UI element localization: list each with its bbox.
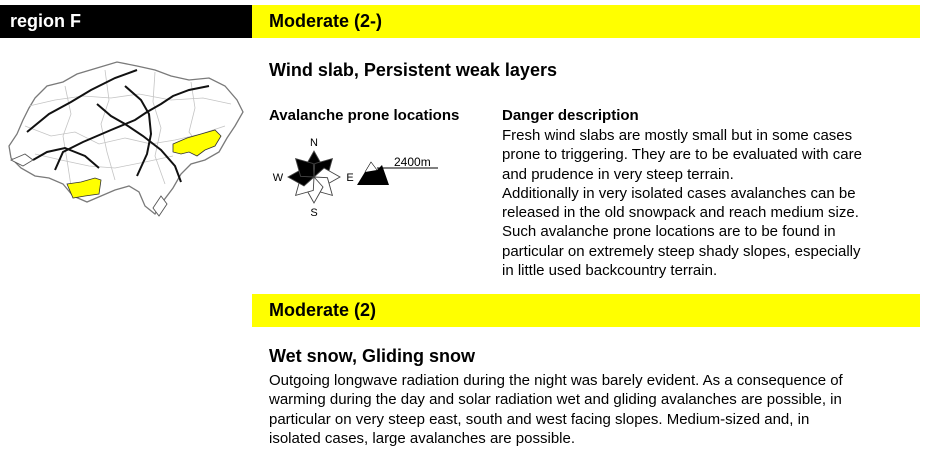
region-label: region F	[0, 5, 252, 38]
switzerland-region-map	[5, 56, 250, 221]
problem-title-1: Wind slab, Persistent weak layers	[269, 60, 557, 80]
compass-label-n: N	[310, 137, 318, 149]
description-line: in little used backcountry terrain.	[502, 262, 718, 280]
text-line: particular on very steep east, south and west facing slopes. Medium-sized and, in	[269, 410, 810, 428]
description-line: and prudence in very steep terrain.	[502, 165, 734, 183]
danger-description-heading: Danger description	[502, 107, 639, 124]
danger-level-bar-2: Moderate (2)	[252, 294, 920, 327]
text-line: warming during the day and solar radiation wet and gliding avalanches are possible, in	[269, 391, 842, 409]
problem-title-2: Wet snow, Gliding snow	[269, 346, 475, 366]
elevation-label: 2400m	[394, 156, 431, 169]
compass-label-s: S	[310, 207, 318, 219]
danger-level-bar-1: Moderate (2-)	[252, 5, 920, 38]
danger-description-text	[502, 126, 920, 280]
elevation-mountain-icon	[356, 156, 440, 188]
description-line: prone to triggering. They are to be evaluated with care	[502, 146, 862, 164]
avalanche-prone-locations-heading: Avalanche prone locations	[269, 107, 460, 124]
wet-snow-description-text	[269, 371, 920, 448]
description-line: released in the old snowpack and reach medium size.	[502, 204, 859, 222]
compass-label-e: E	[346, 172, 354, 184]
aspect-compass-rose	[268, 130, 358, 222]
description-line: Additionally in very isolated cases avalanches can be	[502, 184, 856, 202]
compass-label-w: W	[272, 172, 284, 184]
description-line: particular on extremely steep shady slopes, especially	[502, 242, 861, 260]
description-line: Fresh wind slabs are mostly small but in some cases	[502, 127, 853, 144]
text-line: isolated cases, large avalanches are possible.	[269, 429, 576, 447]
description-line: Such avalanche prone locations are to be found in	[502, 223, 836, 241]
text-line: Outgoing longwave radiation during the night was barely evident. As a consequence of	[269, 372, 843, 389]
